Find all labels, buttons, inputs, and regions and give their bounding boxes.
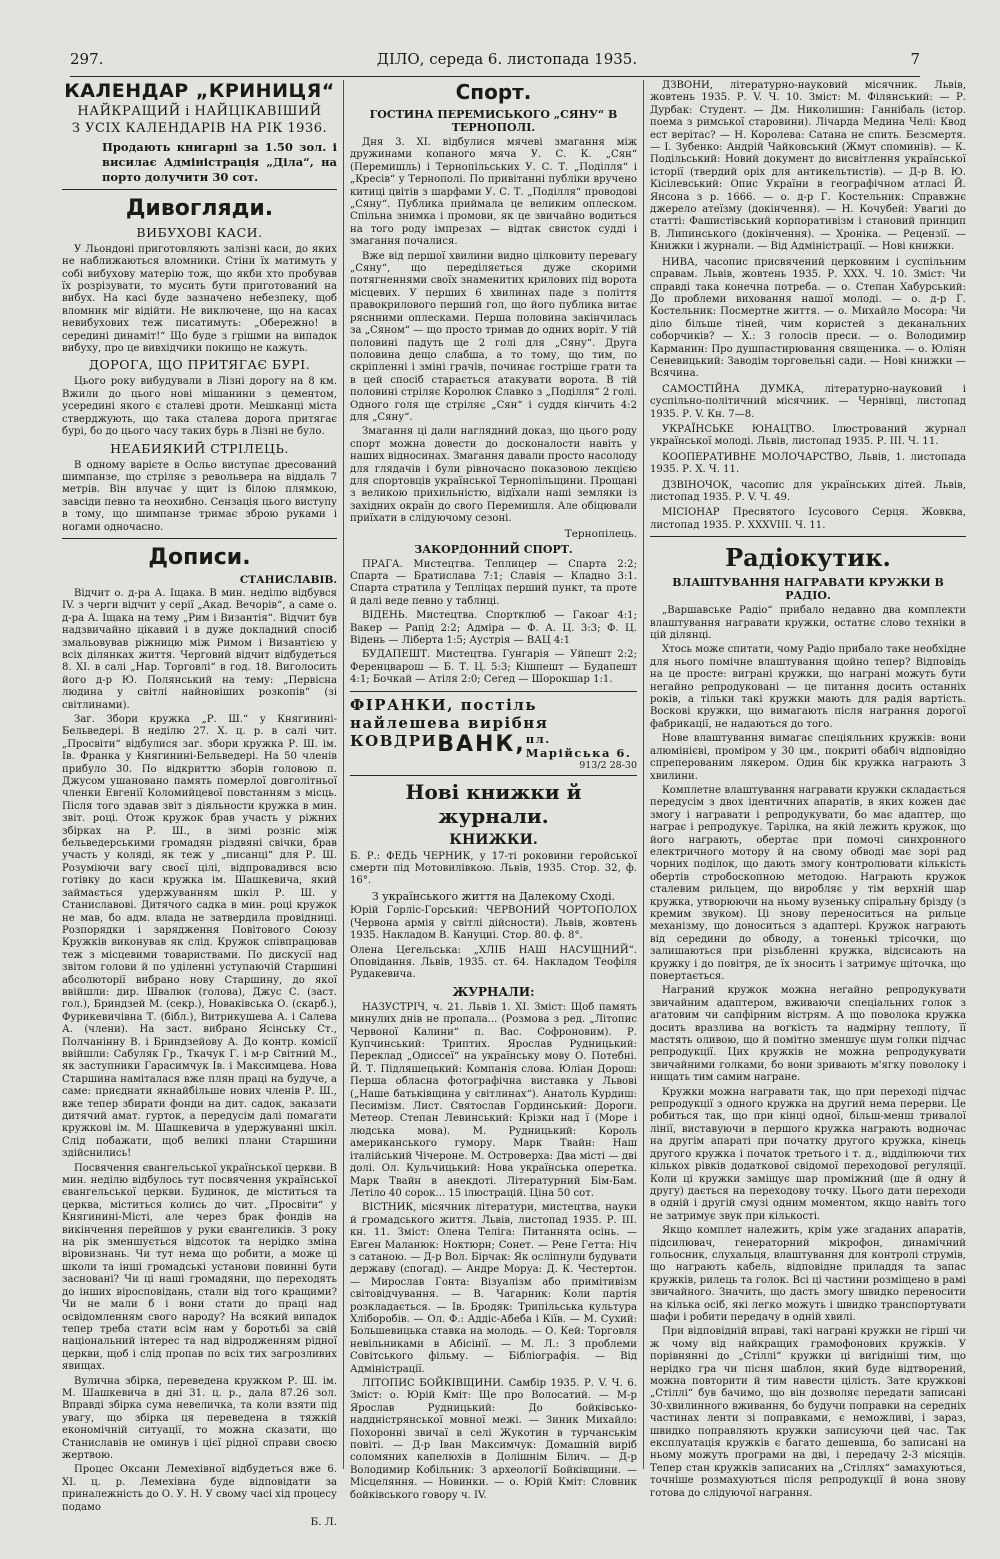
- sport-headline: ГОСТИНА ПЕРЕМИСЬКОГО „СЯНУ“ В ТЕРНОПОЛІ.: [369, 108, 618, 134]
- ad-line-2: [350, 732, 637, 760]
- curiosity-1-title: ВИБУХОВІ КАСИ.: [136, 224, 263, 240]
- sport-paragraph-2: Вже від першої хвилини видно цілковиту перевагу „Сяну“, що переділяється дуже скорими потягненнями своїх знаменитих крилових під ворота місцевих. У перших 6 хвилинах паде з поліття правокрилового перший гол, що його публика витає ряснними оплесками. Перша половина закінчилась за „Сяном“ — що просто тримав до одних воріт. У тій половині падуть ще 2 голі для „Сяну“. Друга половина дещо слабша, а то тому, що тим, по скріпленні і зміні грачів, починає гостріше грати та в цей спосіб старається атакувати ворота. В тій половині стріляє Королюк Славко з „Поділля“ 2 голі. Одного голя ще стріляє „Сян“ і суддя кінчить 4:2 для „Сяну“.: [350, 250, 637, 423]
- radio-paragraph-7: Якщо комплет належить, крім уже згаданих апаратів, підсилювач, генераторний мікрофон, динамічний гольосник, слухальця, влаштування для контролі струмів, що награють кабель, відповідне приладдя та запас кружків, рилець та голок. Всі ці частини розміщено в рамі звичайного. Значить, що дасть змогу швидко переносити на кілька осіб, які легко можуть і швидко транспортувати шафи і робити передачу в одній хвилі.: [650, 1225, 966, 1323]
- radio-paragraph-1: „Варшавське Радіо“ прибало недавно два комплекти влаштування награвати кружки, остатнє слово техніки в цій ділянці.: [650, 605, 966, 642]
- folio: 7: [910, 50, 920, 68]
- calendar-line-2: З УСІХ КАЛЕНДАРІВ НА РІК 1936.: [71, 121, 328, 136]
- curiosity-2-text: Цього року вибудували в Лізні дорогу на 8 км. Вжили до цього нові мішанини з цементом, усередині якого є сталеві дроти. Мешканці міста стверджують, що така сталева дорога притягає бурі, бо до цього часу таких бурь в Лізні не було.: [62, 376, 337, 438]
- letters-paragraph-1: Відчит о. д-ра А. Іщака. В мин. неділю відбувся IV. з черги відчит у серії „Акад. Вечорів“, а саме о. д-ра А. Іщака на тему „Рим і Византія“. Відчит був надзвичайно цікавий і в дуже докладний спосіб змальовував ріжницю між Римом і Византією у всіх ділянках життя. Черговий відчит відбудеться 8. XI. в салі „Нар. Торговлі“ в год. 18. Виголосить його д-р Ю. Полянський на тему: „Первісна людина у світлі найновіших розкопів“ (зі світлинами).: [62, 587, 337, 711]
- curiosities-title: Дивогляди.: [125, 195, 274, 221]
- calendar-title: КАЛЕНДАР „КРИНИЦЯ“: [64, 80, 335, 102]
- book-2: Юрій Горліс-Горський: ЧЕРВОНИЙ ЧОРТОПОЛОХ (Червона армія у світлі дійсности). Львів, жовтень 1935. Накладом В. Кануциі. Стор. 80. ф. 8°.: [350, 905, 637, 942]
- divider: [350, 691, 637, 692]
- letters-paragraph-4: Вулична збірка, переведена кружком Р. Ш. ім. М. Шашкевича в дні 31. ц. р., дала 87.26 зол. Вправді збірка сума невеличка, та коли взяти під увагу, що збірка ця переведена в тяжкій економічній ситуації, то можна сказати, що Станиславів не оминув і цієї рідної справи своєю жертвою.: [62, 1375, 337, 1461]
- foreign-sport-prague: ПРАГА. Мистецтва. Теплицер — Спарта 2:2; Спарта — Братислава 7:1; Славія — Кладно 3:1. Спарта стратила у Тепліцах перший пункт, та проте й далі веде певно у таблиці.: [350, 558, 637, 607]
- divider: [62, 189, 337, 190]
- book-3: Олена Цегельська: „ХЛІБ НАШ НАСУЩНИЙ“. Оповідання. Львів, 1935. ст. 64. Накладом Теофіля Рудакевича.: [350, 944, 637, 981]
- radio-paragraph-3: Нове влаштування вимагає спеціяльних кружків: вони алюмінієві, проміром у 30 цм., покриті обабіч відповідно спреперованим лякером. Один бік кружка награють 3 хвилини.: [650, 733, 966, 782]
- journal-misionar: МІСІОНАР Пресвятого Ісусового Серця. Жовква, листопад 1935. Р. XXXVIII. Ч. 11.: [650, 507, 966, 531]
- divider: [650, 536, 966, 537]
- columns: [56, 80, 972, 1528]
- curiosity-3-title: НЕАБИЯКИЙ СТРІЛЕЦЬ.: [110, 440, 289, 456]
- radio-paragraph-2: Хтось може спитати, чому Радіо прибало таке необхідне для нього помічне влаштування щойно тепер? Відповідь на це просте: виграні кружки, що награні можуть бути негайно репродуковані — це питання досить останніх років, а тільки такі кружки мають для радія вартість. Воскові кружки, що вимагають після награння дорогої фабрикації, не надаються до того.: [650, 644, 966, 730]
- masthead: ДІЛО, середа 6. листопада 1935.: [376, 50, 638, 68]
- column-middle: [344, 80, 644, 1501]
- curiosity-2-title: ДОРОГА, ЩО ПРИТЯГАЄ БУРІ.: [88, 357, 311, 373]
- foreign-sport-headline: ЗАКОРДОННИЙ СПОРТ.: [414, 542, 573, 556]
- letters-paragraph-2: Заг. Збори кружка „Р. Ш.“ у Княгинині-Бельведері. В неділю 27. X. ц. р. в салі чит. „Просвіти“ відбулися заг. збори кружка Р. Ш. ім. Ів. Франка у Княгинині-Бельведері. На 50 членів прибуло 30. По відкриттю зборів головою п. Джусом ушановано память померлої довголітньої членки Евгенії Коломийцевої повстанням з місць. Після того здавав звіт з діяльности кружка в мин. звіт. році. Отож кружок брав участь у ріжних збірках на Р. Ш., в зимі розніс між бельведерськими громадян різдвяні свічки, брав участь у коляді, як теж у „писанці“ для Р. Ш. Розуміючи вагу своєї цілі, відпровадився всю готівку до каси кружка ім. Шашкевича, який займається удержуванням шкіл Р. Ш. у Станиславові. Дитячого садка в мин. році кружок не мав, бо адм. влада не затвердила провідниці. Розпорядки і зарядження Повітового Союзу Кружків виконував як слід. Кружок співпрацював теж з місцевими товариствами. По дискусії над звітом голови й по уділенні уступаючій Старшині абсолюторії вибрано нову Старшину, до якої ввійшли: дир. Швалюк (голова), Джус С. (заст. гол.), Бриндзей М. (секр.), Новаківська О. (скарб.), Фурикевичівна Т. (бібл.), Витрикушева А. і Салева А. (члени). На заст. вибрано Ясінську Ст., Полчанінну В. і Бриндзейову А. До контр. комісії ввійшли: Сабуляк Гр., Ткачук Г. і м-р Світний М., як заступники Гарасимчук Ів. і Максимцева. Нова Старшина наміталася вже плян праці на будуче, а саме: приєднати якнайбільше нових членів Р. Ш., вже тепер збирати фонди на дит. садок, заказати дитячий амат. гурток, а передусім далі помагати кружкові ім. М. Шашкевича в удержуванні шкіл. Слід побажати, щоб великі плани Старшини здійснились!: [62, 714, 337, 1160]
- column-left: [56, 80, 344, 1528]
- journal-nyva: НИВА, часопис присвячений церковним і суспільним справам. Львів, жовтень 1935. Р. XXX. Ч. 10. Зміст: Чи справді така конечна потреба. — о. Степан Хабурський: До проблеми виховання нашої молоді. — о. д-р Г. Костельник: Посмертне життя. — о. Михайло Мосора: Чи діло більше тіней, чим користей з деканальних соборчиків? — Х.: З голосів преси. — о. Володимир Карманин: Про душпастирювання священика. — о. Юліян Сеневицький: Заводім торговельні сади. — Нові книжки — Всячина.: [650, 256, 966, 380]
- sport-signature: Тернопілець.: [564, 527, 637, 540]
- journal-samostiyna-dumka: САМОСТІЙНА ДУМКА, літературно-науковий і суспільно-політичний місячник. — Чернівці, листопад 1935. Р. V. Кн. 7—8.: [650, 383, 966, 420]
- ad-blankets: КОВДРИ: [350, 731, 438, 750]
- page-header: [70, 50, 920, 77]
- book-1-subtitle: З українського життя на Далекому Сході.: [371, 889, 616, 903]
- book-1: Б. Р.: ФЕДЬ ЧЕРНИК, у 17-ті роковини геройської смерти під Мотовилівкою. Львів, 1935. Стор. 32, ф. 16°.: [350, 850, 637, 887]
- page-number: 297.: [70, 50, 104, 68]
- foreign-sport-budapest: БУДАПЕШТ. Мистецтва. Гунгарія — Уйпешт 2:2; Ференцварош — Б. Т. Ц. 5:3; Кішпешт — Будапешт 4:1; Бочкай — Атіля 2:0; Сегед — Шорокшар 1:1.: [350, 649, 637, 686]
- journal-dzvinochok: ДЗВІНОЧОК, часопис для українських дітей. Львів, листопад 1935. Р. V. Ч. 49.: [650, 479, 966, 503]
- sport-title: Спорт.: [455, 80, 532, 104]
- radio-paragraph-8: При відповідній вправі, такі награні кружки не гірші чи ж чому від найкращих грамофонових кружків. У порівнянні до „Стіллі“ кружки ці вигідніші тим, що нерідко гра чи пісня шаблон, який буде відтворений, можна повторити й тим навести цілість. Зате кружкові „Стіллі“ був бачимо, що він дозволяє передати записані 30-хвилинного вживання, бо будучи поправки на середніх частинах ленти зі поправками, є неможливі, і зараз, швидко поправляють кружки записуючи цей час. Так експлуатація кружків є багато дешевша, бо записані на ньому можуть програми на дві, і передачу 2-3 місяців. Тепер стан кружків записаних на „Стіллях“ замахуються, точніше розмахуються після репродукції й вона знову готова до слідуючої награння.: [650, 1326, 966, 1499]
- ad-brand: ВАНК,: [437, 731, 526, 757]
- journal-ukrainske-yunatstvo: УКРАЇНСЬКЕ ЮНАЦТВО. Ілюстрований журнал української молоді. Львів, листопад 1935. Р. III. Ч. 11.: [650, 423, 966, 448]
- radio-paragraph-4: Комплетне влаштування награвати кружки складається передусім з двох ідентичних апаратів, в яких кожен дає змогу і награвати і репродукувати, бо має адаптер, що награє і репродукує. Тарілка, на якій лежить кружок, що його награють, обертає при помочі синхронного електричного мотору й на свому обводі має зорі рад чорних поділок, що дають змогу контролювати кількість обертів стробоскопною методою. Награють кружок сталевим рильцем, що виробляє у тім верхній шар кружка, утворюючи на ньому вузеньку спіральну брізду (з кремим звуком). Ці знову переноситься на рильце механізму, що доноситься з адаптері. Кружок награють від середини до обводу, а тоненькі трісочки, що залишаються при різьбленні кружка, відсисають на кружку і до повітря, де їх зносить і затримує щіточка, що повертається.: [650, 784, 966, 982]
- radio-paragraph-5: Награний кружок можна негайно репродукувати звичайним адаптером, вживаючи спеціальних голок з агатовим чи сапфірним вістрям. А що поволока кружка досить вразлива на вогкість та надмірну теплоту, її мастять оливою, що й помітно зменшує шум голки підчас репродукції. Цих кружків не можна репродукувати звичайними голками, бо вони зривають м'ягку поволоку і нищать тим самим награне.: [650, 985, 966, 1084]
- curtains-advertisement: [350, 696, 637, 771]
- ad-line-1: ФІРАНКИ, постіль найлешева вирібня: [350, 695, 549, 732]
- journal-nazustrich: НАЗУСТРІЧ, ч. 21. Львів 1. XI. Зміст: Щоб память минулих днів не пропала... (Розмова з ред. „Літопис Червоної Калини“ п. Вас. Софроновим). Р. Купчинський: Триптих. Ярослав Рудницький: Переклад „Одиссеї“ на українську мову О. Потебні. Й. Т. Підляшецький: Компанія слова. Юліан Дорош: Перша обласна фотографічна виставка у Львові („Наше батьківщина у світлинах“). Анатоль Курдиш: Песимізм. Лист. Святослав Гординський: Дороги. Метеор. Степан Левинський: Крізки над ї (Море і людська мова). М. Рудницький: Король американського гумору. Марк Твайн: Наш італійський Чічероне. М. Островерха: Два місті — дві долі. Ол. Кульчицький: Нова українська оперетка. Марк Твайн в анекдоті. Літературний Бім-Бам. Летіло 40 сорок... 15 ілюстрацій. Ціна 50 сот.: [350, 1001, 637, 1199]
- letters-paragraph-5: Процес Оксани Лемехівної відбудеться вже 6. XI. ц. р. Лемехівна буде відповідати за приналежність до О. У. Н. У свому часі хід процесу подамо: [62, 1464, 337, 1513]
- ad-address: пл. Марійська 6.: [525, 731, 632, 760]
- curiosity-3-text: В одному варієте в Осльо виступає дресований шимпанзе, що стріляє з револьвера на віддаль 7 метрів. Він влучає у щит із білою плямкою, завсіди певно та неохибно. Сензація цього виступу в тому, що шимпанзе тримає зброю руками і ногами одночасно.: [62, 459, 337, 533]
- letters-paragraph-3: Посвячення євангельської української церкви. В мин. неділю відбулось тут посвячення української євангельської церкви. Будинок, де міститься та церква, міститься колись до чит. „Просвіти“ у Княгинині-Місті, але через брак фондів на викінчення перейшов у руки євангеликів. З року на рік зменшується відсоток та нерідко зміна віровизнань. Чи тут нема що робити, а може ці школи та інші громадські установи повинні бути засновані? Чи ці наші громадяни, що переходять до інших віросповідань, стали від того кращими? Чи не мали б і вони стати до праці над освідомленням свого народу? На всякий випадок тепер треба стати всім нам у боротьбі за свій національний інтерес та над відродженням рідної церкви, щоб і слід пропав по всіх тих загрозливих явищах.: [62, 1162, 337, 1373]
- ad-code: 913/2 28-30: [579, 759, 637, 771]
- sport-paragraph-1: Дня 3. XI. відбулися мячеві змагання між дружинами копаного мяча У. С. К. „Сян“ (Перемишль) і Тернопільських У. С. Т. „Поділля“ і „Кресів“ у Тернополі. По привітанні публіки вручено китиці цвітів з шарфами У. С. Т. „Поділля“ проводові „Сяну“. Публика приймала це великим оплеском. Спільна знимка і промови, як це звичайно водиться на того роду імпрезах — відтак свисток судді і змагання почалися.: [350, 137, 637, 248]
- radio-paragraph-6: Кружки можна награвати так, що при переході підчас репродукції з одного кружка на другий нема перерви. Це робиться так, що при кінці одної, більш-менш тривалої лінії, виставуючи в першого кружка награють водночас на другім апараті при початку другого кружка, кінець другого кружка і початок третього і т. д., відділюючи тих кількох рівків додаткової свідомої переходової регуляції. Коли ці кружки заміщує шар проміжний (ще й одну й другу) дається на переходову точку. Цього дати переходи в одній і другій смузі одним моментом, якщо навіть того не затримує звук при кількості.: [650, 1086, 966, 1222]
- journal-litopys: ЛІТОПИС БОЙКІВЩИНИ. Самбір 1935. Р. V. Ч. 6. Зміст: о. Юрій Кміт: Ще про Волосатий. — М-р Ярослав Рудницький: До бойківсько-наддністрянської мовної межі. — Зиник Михайло: Похоронні звичаї в селі Жукотин в турчанськім повіті. — Д-р Іван Максимчук: Домашній виріб соломяних капелюхів в Долішнім Білич. — Д-р Володимир Кобільник: З археології Бойківщини. — Місцеляння. — Новинки. — о. Юрій Кміт: Словник бойківського говору ч. IV.: [350, 1378, 637, 1501]
- column-right: [644, 80, 972, 1499]
- letters-title: Дописи.: [148, 544, 251, 570]
- books-subheading: КНИЖКИ.: [449, 831, 538, 848]
- radio-title: Радіокутик.: [725, 543, 891, 573]
- calendar-ad: [62, 80, 337, 185]
- foreign-sport-vienna: ВІДЕНЬ. Мистецтва. Спортклюб — Гакоаг 4:1; Вакер — Рапід 2:2; Адміра — Ф. А. Ц. 3:3; Ф. Ц. Відень — Ліберта 1:5; Аустрія — ВАЦ 4:1: [350, 610, 637, 647]
- divider: [350, 775, 637, 776]
- journal-dzvony: ДЗВОНИ, літературно-науковий місячник. Львів, жовтень 1935. Р. V. Ч. 10. Зміст: М. Філянський: — Р. Дурбак: Студент. — Дм. Николишин: Ганнібаль (істор. поема з римської старовини). Лічарда Медина Челі: Квод ест верітас? — Н. Королева: Сатана не спить. Безсмертя. — І. Зубенко: Андрій Чайковський (Жмут споминів). — К. Подільський: Новий документ до висвітлення української історії (твердий оріх для антикельтистів). — Д-р В. Ю. Кісілевський: Опис України в географічном атласі Й. Янсона з р. 1666. — о. д-р Г. Костельник: Справжнє джерело атеїзму (докінчення). — Н. Кочубей: Увагиі до статті: Фашистівський корпоративізм і становий принцип В. Липинського (докінчення). — Хроніка. — Рецензії. — Книжки і журнали. — Від Адміністрації. — Нові книжки.: [650, 80, 966, 253]
- journal-kooperatyvne-molocharstvo: КООПЕРАТИВНЕ МОЛОЧАРСТВО, Львів, 1. листопада 1935. Р. X. Ч. 11.: [650, 451, 966, 476]
- calendar-offer: Продають книгарні за 1.50 зол. і висилає Адміністрація „Діла“, на порто долучити 30 сот.: [102, 140, 337, 184]
- letters-place: СТАНИСЛАВІВ.: [239, 573, 337, 586]
- journals-subheading: ЖУРНАЛИ:: [452, 984, 535, 999]
- journal-vistnyk: ВІСТНИК, місячник літератури, мистецтва, науки й громадського життя. Львів, листопад 1935. Р. III. кн. 11. Зміст: Олена Теліга: Питаннята осінь. — Евген Маланюк: Ноктюрн; Сонет. — Рене Гетта: Ніч з сатаною. — Д-р Вол. Бірчак: Як осліпнули будувати державу (спогад). — Андре Моруа: Д. К. Честертон. — Мирослав Гонта: Візуалізм або примітивізм світовідчування. — В. Чагарник: Коли партія розкладається. — Ів. Бродяк: Трипільська культура Хліборобів. — Ол. Ф.: Аддіс-Абеба і Кіїв. — М. Сухий: Большевицька ставка на молодь. — О. Кей: Торговля невільниками в Абісінії. — М. Л.: З проблеми Совітського фільму. — Бібліографія. — Від Адміністрації.: [350, 1202, 637, 1375]
- radio-headline: ВЛАШТУВАННЯ НАГРАВАТИ КРУЖКИ В РАДІО.: [672, 576, 944, 603]
- divider: [62, 538, 337, 539]
- letters-signature: Б. Л.: [310, 1516, 337, 1528]
- calendar-line-1: НАЙКРАЩИЙ і НАЙЦІКАВІШИЙ: [77, 104, 322, 119]
- curiosity-1-text: У Льондоні приготовляють залізні каси, до яких не наближаються вломники. Стіни їх матимуть у собі вибухову матерію тож, що якби хто пробував їх розрізувати, то мусить бути приготований на вибух. На касі буде зазначено небезпеку, щоб вломник міг відійти. Не виключене, що на касах невибухових теж писатимуть: „Обережно! в середині динаміт!“ Що буде з грішми на випадок вибуху, про це вивхідчики покищо не кажуть.: [62, 243, 337, 355]
- books-title: Нові книжки й журнали.: [405, 779, 582, 828]
- sport-paragraph-3: Змагання ці дали наглядний доказ, що цього роду спорт можна довести до досконалости навіть у наших відносинах. Змагання давали просто насолоду для глядачів і були рівночасно показовою лекцією для спортовців української Тернопільщини. Прощані з великою прихильністю, відїхали наші земляки із західних окраїн до свого Перемишля. Але обіцювали приїхати в слідуючому сезоні.: [350, 426, 637, 525]
